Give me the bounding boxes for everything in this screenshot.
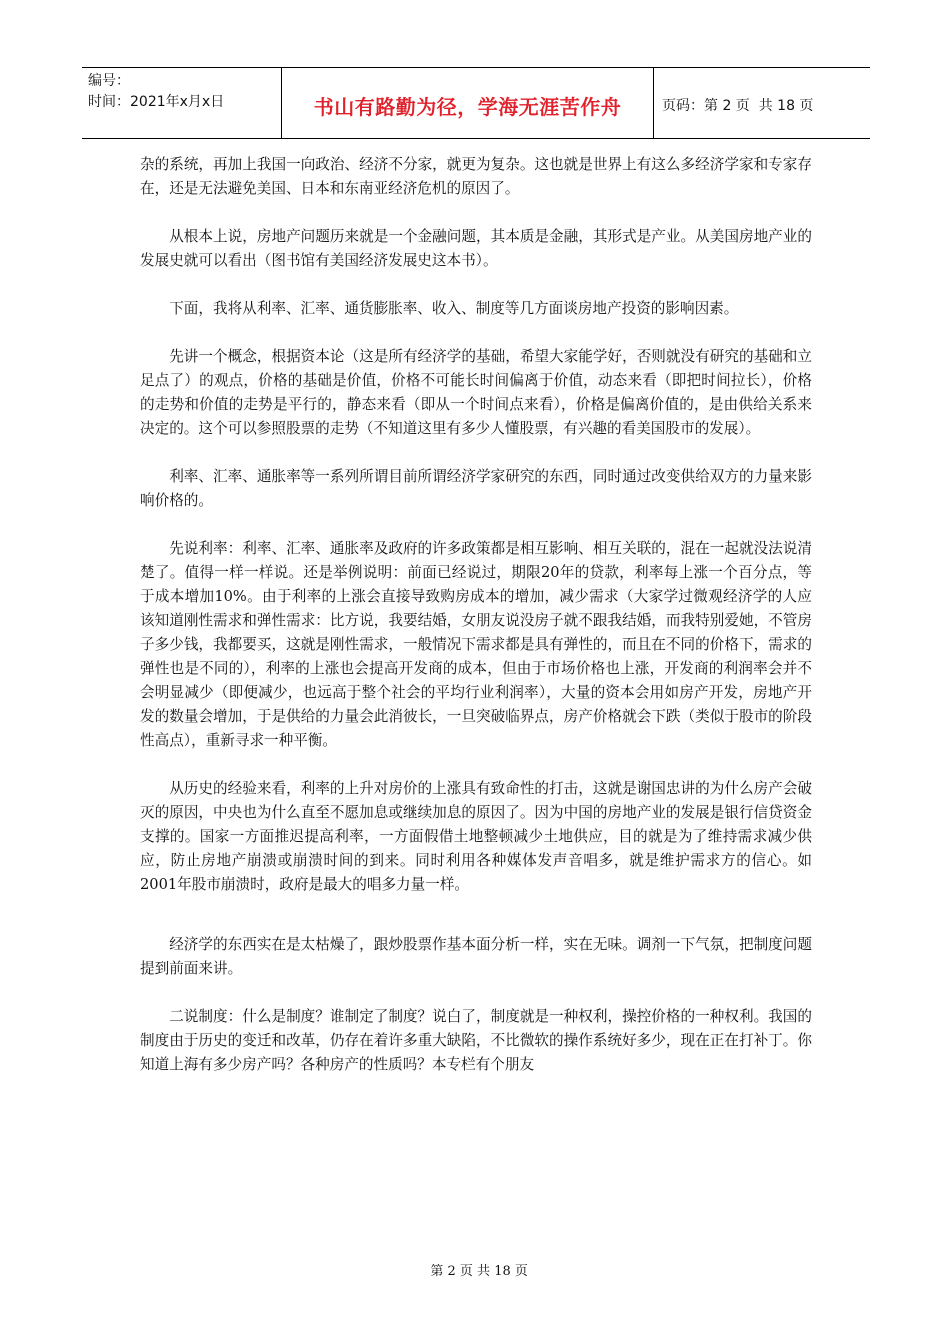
paragraph-1: 杂的系统，再加上我国一向政治、经济不分家，就更为复杂。这也就是世界上有这么多经济学家和专家存在，还是无法避免美国、日本和东南亚经济危机的原因了。 (140, 156, 812, 197)
page-header (82, 67, 870, 139)
paragraph-6: 先说利率：利率、汇率、通胀率及政府的许多政策都是相互影响、相互关联的，混在一起就没法说清楚了。值得一样一样说。还是举例说明：前面已经说过，期限20年的贷款，利率每上涨一个百分点，等于成本增加10%。由于利率的上涨会直接导致购房成本的增加，减少需求（大家学过微观经济学的人应该知道刚性需求和弹性需求：比方说，我要结婚，女朋友说没房子就不跟我结婚，而我特别爱她，不管房子多少钱，我都要买，这就是刚性需求，一般情况下需求都是具有弹性的，而且在不同的价格下，需求的弹性也是不同的），利率的上涨也会提高开发商的成本，但由于市场价格也上涨，开发商的利润率会并不会明显减少（即便减少，也远高于整个社会的平均行业利润率），大量的资本会用如房产开发，房地产开发的数量会增加，于是供给的力量会此消彼长，一旦突破临界点，房产价格就会下跌（类似于股市的阶段性高点），重新寻求一种平衡。 (140, 540, 812, 749)
page-footer (0, 1245, 950, 1279)
header-motto: 书山有路勤为径，学海无涯苦作舟 (313, 94, 622, 119)
document-time-label: 时间：2021年x月x日 (88, 94, 225, 110)
paragraph-2: 从根本上说，房地产问题历来就是一个金融问题，其本质是金融，其形式是产业。从美国房地产业的发展史就可以看出（图书馆有美国经济发展史这本书）。 (140, 228, 812, 269)
paragraph-8: 经济学的东西实在是太枯燥了，跟炒股票作基本面分析一样，实在无味。调剂一下气氛，把制度问题提到前面来讲。 (140, 936, 812, 977)
header-meta (82, 68, 282, 138)
paragraph-5: 利率、汇率、通胀率等一系列所谓目前所谓经济学家研究的东西，同时通过改变供给双方的力量来影响价格的。 (140, 468, 812, 509)
header-page-number: 页码：第 2 页 共 18 页 (662, 98, 814, 114)
paragraph-7: 从历史的经验来看，利率的上升对房价的上涨具有致命性的打击，这就是谢国忠讲的为什么房产会破灭的原因，中央也为什么直至不愿加息或继续加息的原因了。因为中国的房地产业的发展是银行信贷资金支撑的。国家一方面推迟提高利率，一方面假借土地整顿减少土地供应，目的就是为了维持需求减少供应，防止房地产崩溃或崩溃时间的到来。同时利用各种媒体发声音唱多，就是维护需求方的信心。如2001年股市崩溃时，政府是最大的唱多力量一样。 (140, 780, 812, 893)
document-body (140, 153, 812, 1101)
document-number-label: 编号： (88, 73, 130, 89)
paragraph-4: 先讲一个概念，根据资本论（这是所有经济学的基础，希望大家能学好，否则就没有研究的基础和立足点了）的观点，价格的基础是价值，价格不可能长时间偏离于价值，动态来看（即把时间拉长），价格的走势和价值的走势是平行的，静态来看（即从一个时间点来看），价格是偏离价值的，是由供给关系来决定的。这个可以参照股票的走势（不知道这里有多少人懂股票，有兴趣的看美国股市的发展）。 (140, 348, 812, 437)
paragraph-3: 下面，我将从利率、汇率、通货膨胀率、收入、制度等几方面谈房地产投资的影响因素。 (169, 300, 739, 317)
header-page-cell (654, 68, 870, 138)
paragraph-9: 二说制度：什么是制度？谁制定了制度？说白了，制度就是一种权利，操控价格的一种权利。我国的制度由于历史的变迁和改革，仍存在着许多重大缺陷，不比微软的操作系统好多少，现在正在打补丁。你知道上海有多少房产吗？各种房产的性质吗？本专栏有个朋友 (140, 1008, 812, 1073)
footer-page-number: 第 2 页 共 18 页 (430, 1264, 528, 1279)
header-motto-cell (282, 68, 654, 138)
